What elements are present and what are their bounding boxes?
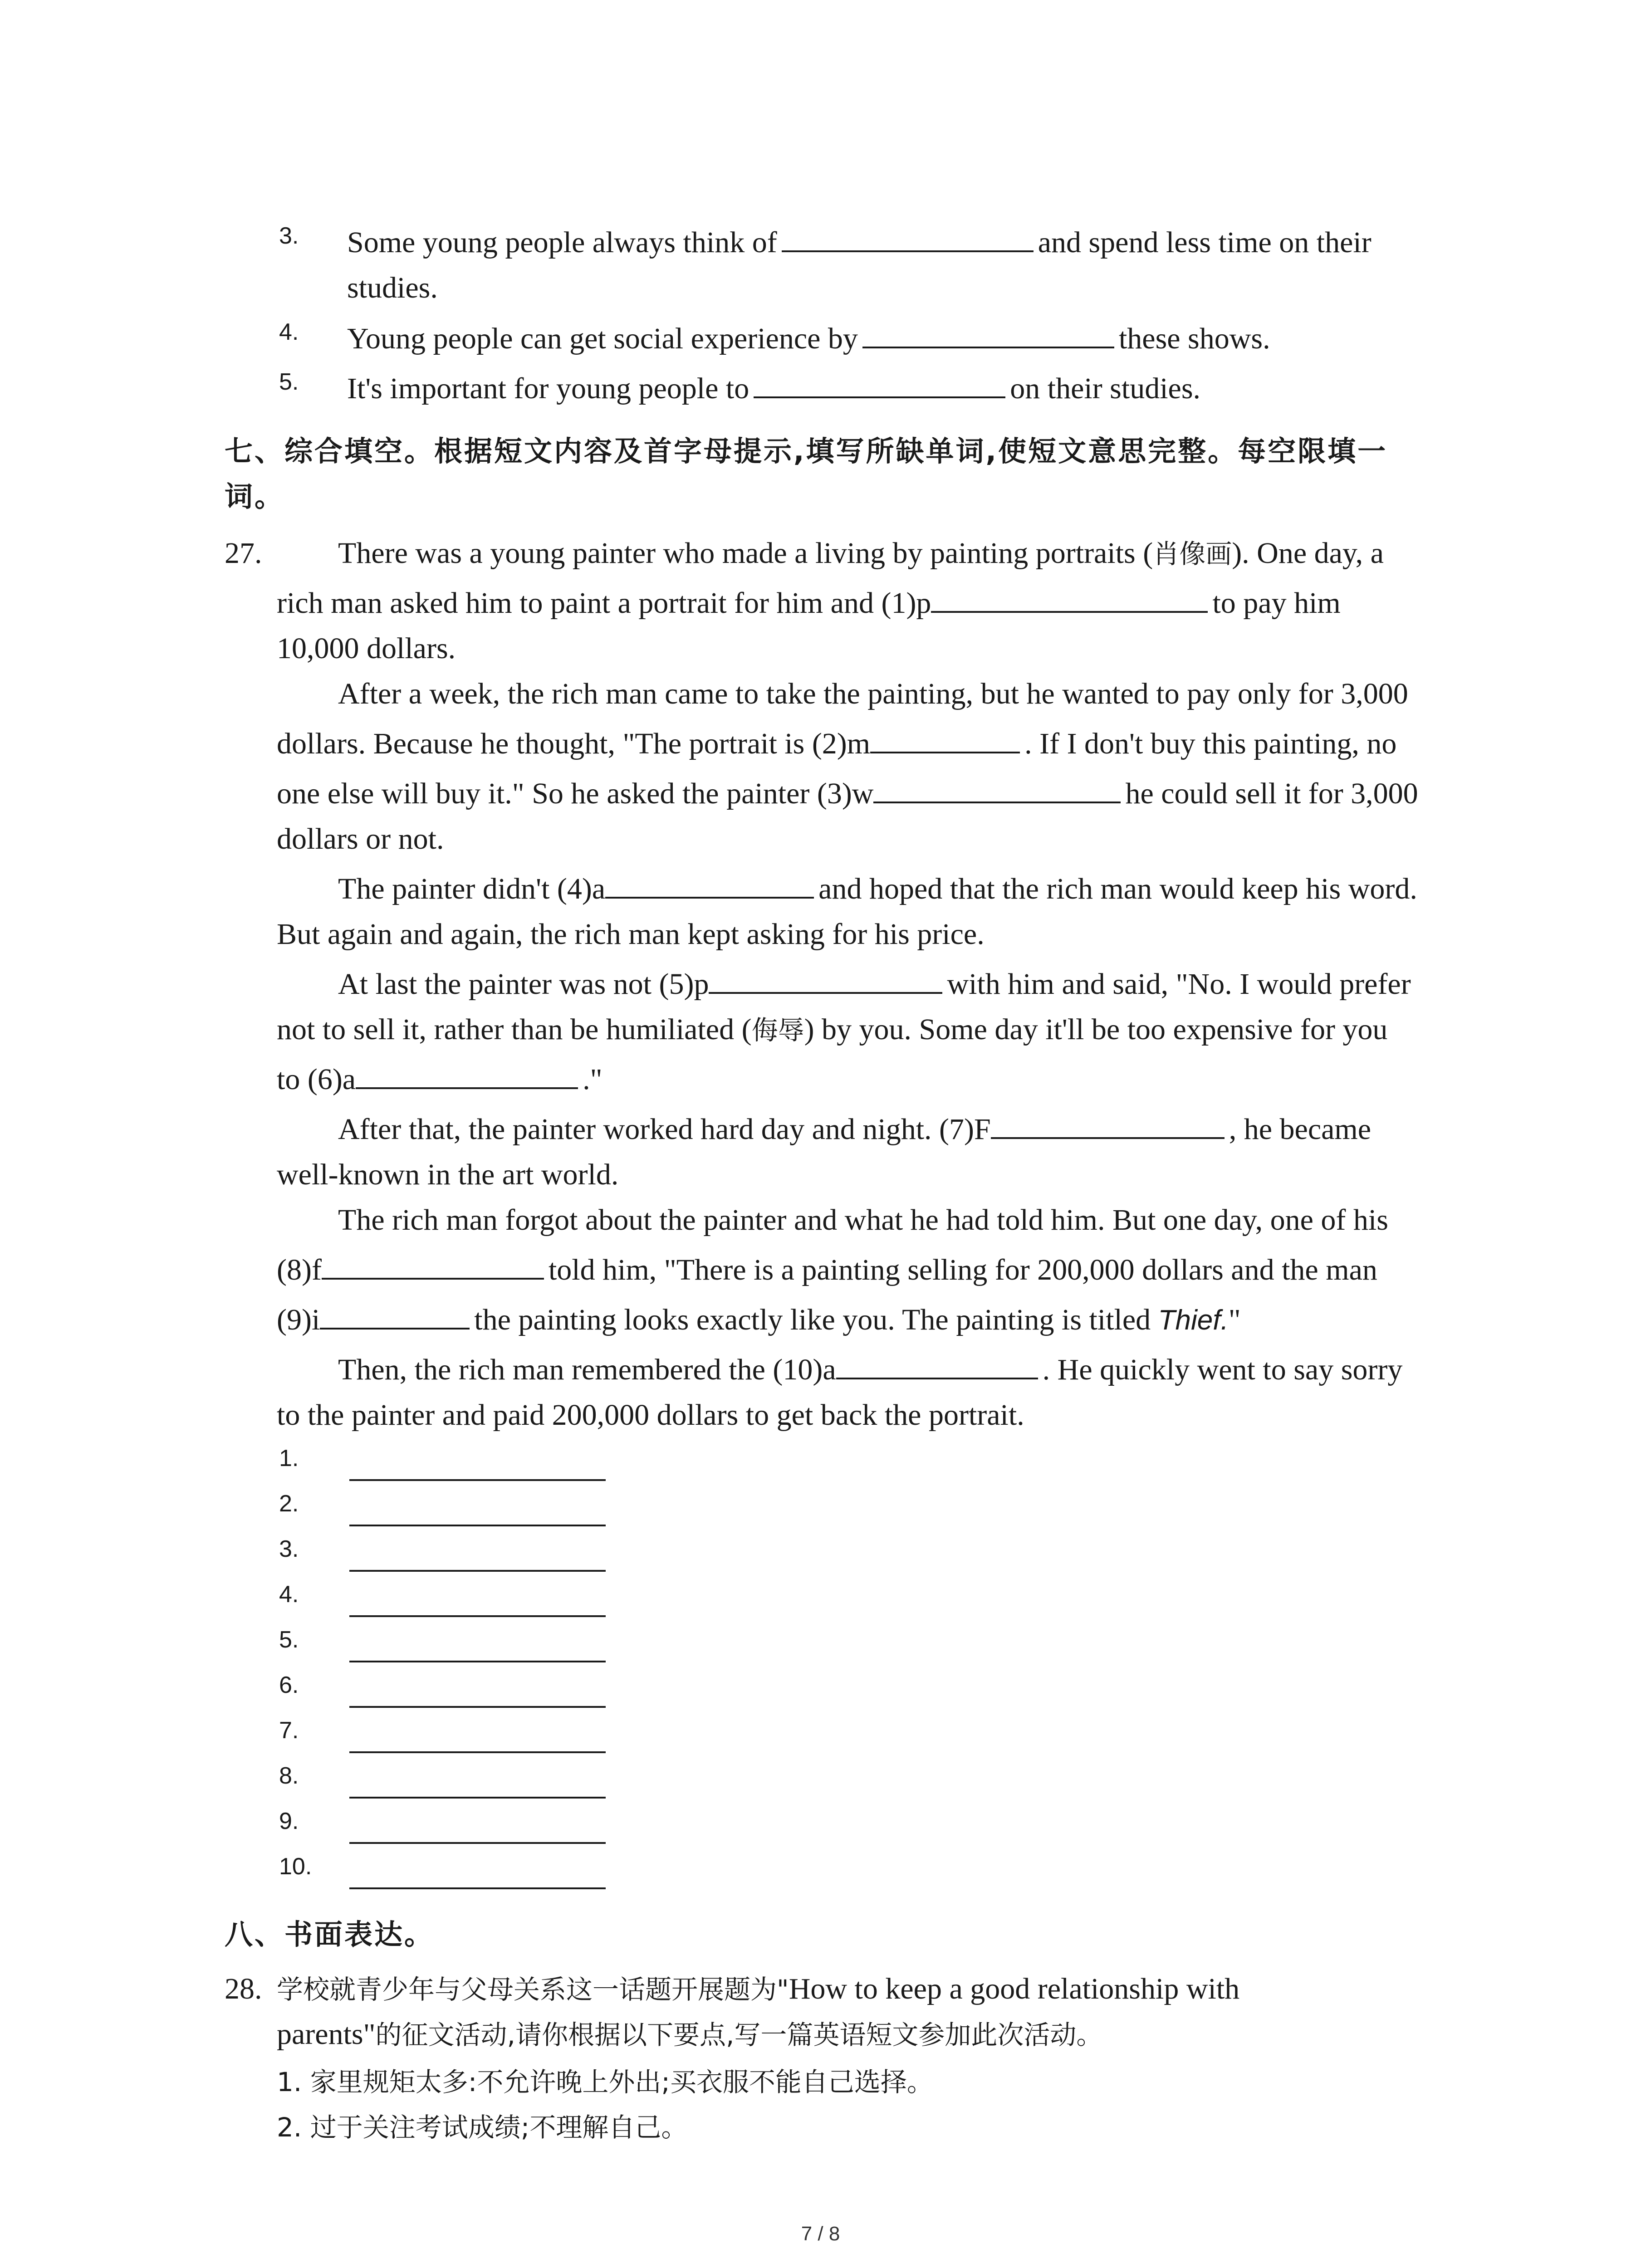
answer-blank-3[interactable] bbox=[873, 773, 1121, 803]
page-number: 7 / 8 bbox=[801, 2223, 840, 2245]
passage-line: dollars or not. bbox=[277, 822, 444, 855]
answer-line[interactable] bbox=[349, 1661, 606, 1662]
answer-blank-2[interactable] bbox=[870, 723, 1020, 753]
prompt-point: 1. 家里规矩太多:不允许晚上外出;买衣服不能自己选择。 bbox=[277, 2067, 933, 2097]
passage-line: one else will buy it." So he asked the painter (3)w he could sell it for 3,000 bbox=[277, 771, 1418, 816]
question-number: 28. bbox=[225, 1972, 262, 2005]
prompt-point: 2. 过于关注考试成绩;不理解自己。 bbox=[277, 2112, 688, 2143]
item-text-cont: studies. bbox=[347, 271, 438, 304]
answer-blank-5[interactable] bbox=[709, 963, 942, 994]
passage-line: But again and again, the rich man kept asking for his price. bbox=[277, 918, 985, 951]
passage-line: dollars. Because he thought, "The portrait is (2)m . If I don't buy this painting, no bbox=[277, 721, 1396, 767]
passage-line: to the painter and paid 200,000 dollars to get back the portrait. bbox=[277, 1398, 1024, 1432]
item-text-before: It's important for young people to bbox=[347, 372, 749, 405]
prompt-line: parents"的征文活动,请你根据以下要点,写一篇英语短文参加此次活动。 bbox=[277, 2018, 1103, 2051]
answer-blank[interactable] bbox=[782, 222, 1034, 252]
answer-line[interactable] bbox=[349, 1751, 606, 1753]
item-text-before: Young people can get social experience by bbox=[347, 322, 858, 355]
passage-line: Then, the rich man remembered the (10)a . He quickly went to say sorry bbox=[338, 1347, 1402, 1393]
passage-line: After that, the painter worked hard day and night. (7)F , he became bbox=[338, 1107, 1371, 1152]
document-page: 3. Some young people always think of and spend less time on their studies. 4. Young people can get social experience by these shows. 5. It's important for young people to on their studies. 七、综合填空。根据短文内容及首字母提示,填写所缺单词,使短文意思完整。每空限填一 词。 27. There was a young painter who made a living by painting portraits (肖像画). One day, a rich man asked him to paint a portrait for him and (1)p to pay him 10,000 dollars. After a week, the rich man came to take the painting, but he wanted to pay only for 3,000 dollars. Because he thought, "The portrait is (2)m . If I don't buy this painting, no one else will buy it." So he asked the painter (3)w he could sell it for 3,000 dollars or not. The painter didn't (4)a and hoped that the rich man would keep his word. But again and again, the rich man kept asking for his price. At last the painter was not (5)p with him and said, "No. I would prefer not to sell it, rather than be humiliated (侮辱) by you. Some day it'll be too expensive for you to (6)a ." After that, the painter worked hard day and night. (7)F , he became well-known in the art world. The rich man forgot about the painter and what he had told him. But one day, one of his (8)f told him, "There is a painting selling for 200,000 dollars and the man (9)i the painting looks exactly like you. The painting is titled Thief." Then, the rich man remembered the (10)a . He quickly went to say sorry to the painter and paid 200,000 dollars to get back the portrait. 1. 2. 3. 4. 5. 6. 7. 8. 9. 10. 八、书面表达。 28. 学校就青少年与父母关系这一话题开展题为"How to keep a good relationship with parents"的征文活动,请你根据以下要点,写一篇英语短文参加此次活动。 1. 家里规矩太多:不允许晚上外出;买衣服不能自己选择。 2. 过于关注考试成绩;不理解自己。 7 / 8 bbox=[0, 0, 1641, 2268]
passage-line: The painter didn't (4)a and hoped that the rich man would keep his word. bbox=[338, 866, 1417, 912]
passage-line: to (6)a ." bbox=[277, 1057, 603, 1102]
answer-blank-1[interactable] bbox=[931, 582, 1208, 613]
answer-line[interactable] bbox=[349, 1887, 606, 1889]
answer-blank-7[interactable] bbox=[991, 1109, 1225, 1139]
answer-line[interactable] bbox=[349, 1570, 606, 1572]
passage-line: After a week, the rich man came to take the painting, but he wanted to pay only for 3,000 bbox=[338, 677, 1408, 710]
item-text-before: Some young people always think of bbox=[347, 226, 777, 259]
prompt-line: 学校就青少年与父母关系这一话题开展题为"How to keep a good relationship with bbox=[277, 1972, 1240, 2005]
passage-line: rich man asked him to paint a portrait for him and (1)p to pay him bbox=[277, 581, 1341, 626]
item-text-after: and spend less time on their bbox=[1038, 226, 1372, 259]
passage-line: (9)i the painting looks exactly like you. The painting is titled Thief." bbox=[277, 1297, 1241, 1343]
item-text-after: on their studies. bbox=[1010, 372, 1201, 405]
answer-blank-4[interactable] bbox=[605, 868, 814, 899]
answer-line[interactable] bbox=[349, 1842, 606, 1844]
item-number: 5. bbox=[279, 369, 299, 395]
answer-line[interactable] bbox=[349, 1615, 606, 1617]
question-number: 27. bbox=[225, 537, 262, 570]
passage-line: At last the painter was not (5)p with him and said, "No. I would prefer bbox=[338, 962, 1411, 1007]
answer-line[interactable] bbox=[349, 1706, 606, 1708]
answer-line[interactable] bbox=[349, 1479, 606, 1481]
passage-line: (8)f told him, "There is a painting selling for 200,000 dollars and the man bbox=[277, 1247, 1377, 1293]
item-number: 3. bbox=[279, 223, 299, 249]
passage-line: not to sell it, rather than be humiliated (侮辱) by you. Some day it'll be too expensive for you bbox=[277, 1013, 1388, 1046]
passage-line: There was a young painter who made a living by painting portraits (肖像画). One day, a bbox=[338, 537, 1384, 570]
section8-heading: 八、书面表达。 bbox=[225, 1918, 435, 1951]
answer-line[interactable] bbox=[349, 1525, 606, 1526]
answer-blank-6[interactable] bbox=[356, 1059, 578, 1089]
answer-blank-9[interactable] bbox=[320, 1299, 470, 1330]
item-number: 4. bbox=[279, 319, 299, 345]
answer-blank-8[interactable] bbox=[322, 1249, 544, 1280]
answer-blank[interactable] bbox=[862, 318, 1114, 348]
answer-line[interactable] bbox=[349, 1797, 606, 1799]
answer-blank[interactable] bbox=[754, 368, 1005, 398]
passage-line: well-known in the art world. bbox=[277, 1158, 619, 1191]
section7-heading-cont: 词。 bbox=[225, 480, 285, 513]
section7-heading: 七、综合填空。根据短文内容及首字母提示,填写所缺单词,使短文意思完整。每空限填一 bbox=[225, 435, 1388, 468]
passage-line: 10,000 dollars. bbox=[277, 632, 456, 665]
answer-blank-10[interactable] bbox=[836, 1349, 1038, 1379]
item-text-after: these shows. bbox=[1118, 322, 1270, 355]
passage-line: The rich man forgot about the painter and what he had told him. But one day, one of his bbox=[338, 1203, 1388, 1237]
